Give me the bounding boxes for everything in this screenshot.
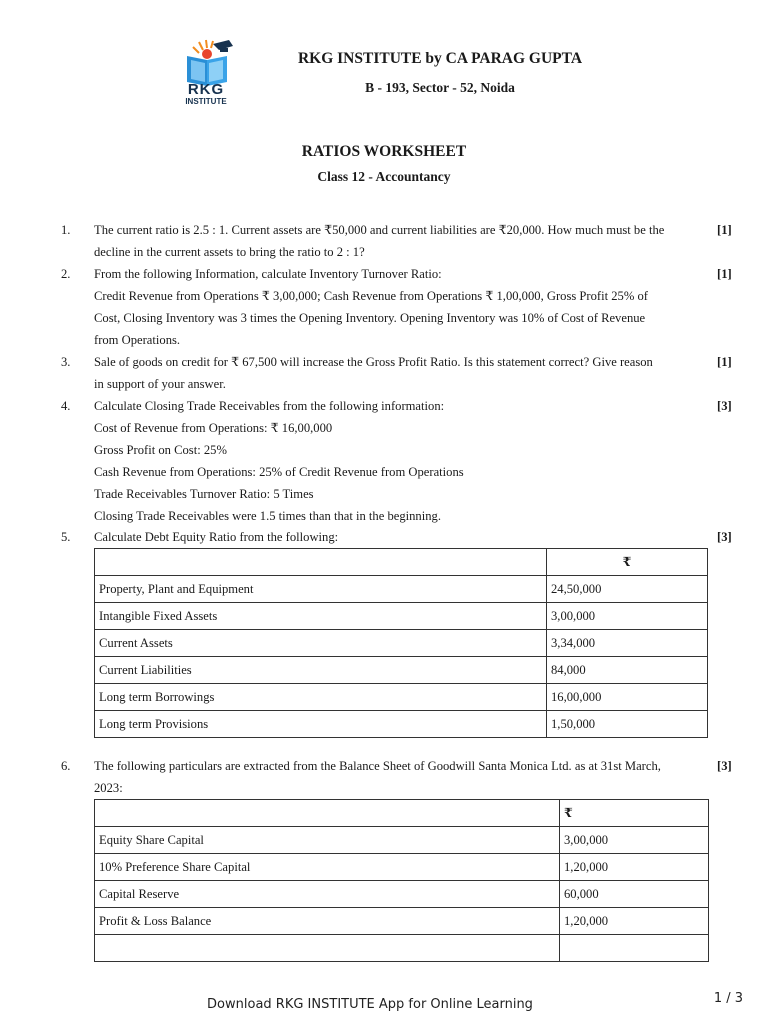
question-line: Closing Trade Receivables were 1.5 times than that in the beginning. (94, 509, 441, 523)
institute-logo (183, 38, 235, 112)
table-cell: Long term Provisions (95, 711, 547, 738)
question-marks: [1] (717, 267, 732, 281)
worksheet-title: RATIOS WORKSHEET (301, 143, 467, 160)
debt-equity-table (94, 548, 708, 738)
question-marks: [3] (717, 399, 732, 413)
table-row (95, 935, 709, 962)
logo-subtext: INSTITUTE (185, 97, 227, 106)
table-header-row (95, 549, 708, 576)
question-text (94, 395, 706, 527)
worksheet-subtitle: Class 12 - Accountancy (317, 169, 451, 184)
table-cell: 10% Preference Share Capital (95, 854, 560, 881)
question-line: from Operations. (94, 333, 181, 347)
table-row (95, 657, 708, 684)
question-line: From the following Information, calculate Inventory Turnover Ratio: (94, 267, 442, 281)
question-number: 5. (61, 530, 71, 544)
table-header-cell (95, 549, 547, 576)
question-text (94, 263, 706, 351)
table-cell: Current Assets (95, 630, 547, 657)
table-row (95, 908, 709, 935)
question-line: Trade Receivables Turnover Ratio: 5 Times (94, 487, 314, 501)
question-line: Calculate Closing Trade Receivables from the following information: (94, 399, 445, 413)
question-line: The current ratio is 2.5 : 1. Current assets are ₹50,000 and current liabilities are ₹20,000. How much must be the (94, 223, 665, 237)
table-cell: 24,50,000 (547, 576, 708, 603)
question-line: in support of your answer. (94, 377, 226, 391)
question-text (94, 526, 706, 548)
table-header-row (95, 800, 709, 827)
table-cell: Capital Reserve (95, 881, 560, 908)
table-cell: Intangible Fixed Assets (95, 603, 547, 630)
table-cell: 3,34,000 (547, 630, 708, 657)
question-text (94, 755, 706, 799)
question-number: 2. (61, 267, 71, 281)
question-line: Gross Profit on Cost: 25% (94, 443, 227, 457)
question-marks: [1] (717, 355, 732, 369)
logo-text: RKG (187, 81, 225, 98)
table-row (95, 881, 709, 908)
table-cell (95, 935, 560, 962)
page-number: 1 / 3 (713, 991, 743, 1006)
table-cell: 1,50,000 (547, 711, 708, 738)
question-line: Sale of goods on credit for ₹ 67,500 will increase the Gross Profit Ratio. Is this statement correct? Give reason (94, 355, 653, 369)
table-row (95, 603, 708, 630)
table-row (95, 854, 709, 881)
footer-text: Download RKG INSTITUTE App for Online Learning (207, 997, 533, 1012)
table-cell: Current Liabilities (95, 657, 547, 684)
table-header-cell (95, 800, 560, 827)
question-line: Calculate Debt Equity Ratio from the following: (94, 530, 339, 544)
table-cell: 16,00,000 (547, 684, 708, 711)
question-line: decline in the current assets to bring the ratio to 2 : 1? (94, 245, 365, 259)
table-header-cell: ₹ (560, 800, 709, 827)
question-number: 6. (61, 759, 71, 773)
question-marks: [3] (717, 759, 732, 773)
question-marks: [3] (717, 530, 732, 544)
table-cell: 60,000 (560, 881, 709, 908)
table-cell: Equity Share Capital (95, 827, 560, 854)
question-line: 2023: (94, 781, 123, 795)
table-row (95, 711, 708, 738)
question-line: Cost of Revenue from Operations: ₹ 16,00,000 (94, 421, 333, 435)
question-number: 4. (61, 399, 71, 413)
institute-title: RKG INSTITUTE by CA PARAG GUPTA (297, 50, 583, 67)
table-cell: 1,20,000 (560, 854, 709, 881)
question-line: Cost, Closing Inventory was 3 times the Opening Inventory. Opening Inventory was 10% of Cost of Revenue (94, 311, 646, 325)
table-cell: Long term Borrowings (95, 684, 547, 711)
table-row (95, 576, 708, 603)
table-cell: 1,20,000 (560, 908, 709, 935)
question-line: The following particulars are extracted from the Balance Sheet of Goodwill Santa Monica Ltd. as at 31st March, (94, 759, 661, 773)
table-cell: 3,00,000 (560, 827, 709, 854)
table-row (95, 827, 709, 854)
table-cell: 3,00,000 (547, 603, 708, 630)
question-text (94, 219, 706, 263)
table-row (95, 684, 708, 711)
table-header-cell: ₹ (547, 549, 708, 576)
table-row (95, 630, 708, 657)
institute-address: B - 193, Sector - 52, Noida (365, 80, 515, 95)
question-marks: [1] (717, 223, 732, 237)
question-line: Cash Revenue from Operations: 25% of Credit Revenue from Operations (94, 465, 464, 479)
balance-sheet-table (94, 799, 709, 962)
question-number: 3. (61, 355, 71, 369)
question-text (94, 351, 706, 395)
question-line: Credit Revenue from Operations ₹ 3,00,000; Cash Revenue from Operations ₹ 1,00,000, Gross Profit 25% of (94, 289, 648, 303)
table-cell: Profit & Loss Balance (95, 908, 560, 935)
table-cell: 84,000 (547, 657, 708, 684)
table-cell: Property, Plant and Equipment (95, 576, 547, 603)
question-number: 1. (61, 223, 71, 237)
table-cell (560, 935, 709, 962)
